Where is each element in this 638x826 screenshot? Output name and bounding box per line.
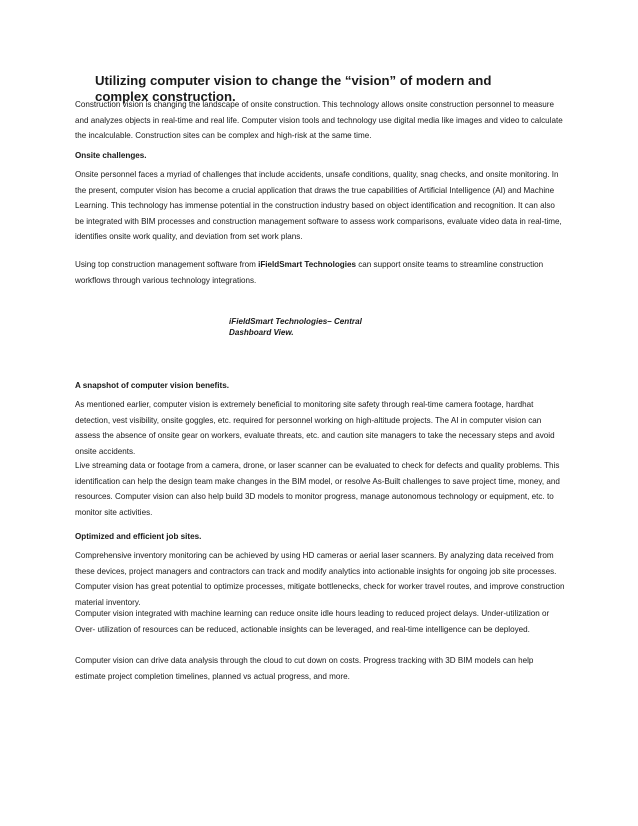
intro-paragraph: Construction vision is changing the landscape of onsite construction. This technology allows onsite construction personnel to measure and analyzes objects in real-time and real life. Computer vision tools and technology use digital media like images and video to calculate the incalculable. Construction sites can be complex and high-risk at the same time. [75,100,563,141]
optimized-heading: Optimized and efficient job sites. [75,532,202,541]
optimized-paragraph-3: Computer vision can drive data analysis through the cloud to cut down on costs. Progress tracking with 3D BIM models can help estimate project completion timelines, planned vs actual progress, and more. [75,656,534,681]
onsite-challenges-paragraph: Onsite personnel faces a myriad of challenges that include accidents, unsafe conditions, quality, snag checks, and onsite monitoring. In the present, computer vision has become a crucial application that draws the true capabilities of Artificial Intelligence (AI) and Machine Learning. This technology has immense potential in the construction industry based on object identification and recognition. It can also be integrated with BIM processes and construction management software to assess work comparisons, evaluate video data in real-time, identifies onsite work quality, and deviation from set work plans. [75,170,562,242]
optimized-paragraph-2: Computer vision integrated with machine learning can reduce onsite idle hours leading to reduced project delays. Under-utilization or Over- utilization of resources can be reduced, actionable insights can be leveraged, and real-time intelligence can be deployed. [75,609,550,634]
caption-line-2: Dashboard View. [229,328,294,337]
benefits-paragraph-1: As mentioned earlier, computer vision is extremely beneficial to monitoring site safety through real-time camera footage, hardhat detection, vest visibility, onsite goggles, etc. required for personnel working on high-altitude projects. The AI in computer vision can assess the absence of onsite gear on workers, evaluate threats, etc. and caution site managers to take the necessary steps and avoid onsite accidents. [75,400,555,456]
caption-line-1: iFieldSmart Technologies– Central [229,317,362,326]
benefits-heading: A snapshot of computer vision benefits. [75,381,229,390]
promo-brand: iFieldSmart Technologies [258,260,356,269]
benefits-paragraph-2: Live streaming data or footage from a camera, drone, or laser scanner can be evaluated to check for defects and quality problems. This identification can help the design team make changes in the BIM model, or resolve As-Built challenges to save project time, money, and resources. Computer vision can also help build 3D models to monitor progress, manage autonomous technology or equipment, etc. to monitor site activities. [75,461,560,517]
promo-paragraph [75,257,565,288]
onsite-challenges-heading: Onsite challenges. [75,151,147,160]
promo-text-before: Using top construction management software from [75,260,259,269]
promo-text-after: can support onsite teams to streamline construction workflows through various technology integrations. [75,260,544,285]
document-title: Utilizing computer vision to change the “vision” of modern and complex construction. [95,73,492,104]
image-caption [229,316,429,338]
optimized-paragraph-1: Comprehensive inventory monitoring can be achieved by using HD cameras or aerial laser scanners. By analyzing data received from these devices, project managers and contractors can track and modify analytics into actionable insights for ongoing job site processes. Computer vision has great potential to optimize processes, mitigate bottlenecks, check for worker travel routes, and improve construction material inventory. [75,551,565,607]
